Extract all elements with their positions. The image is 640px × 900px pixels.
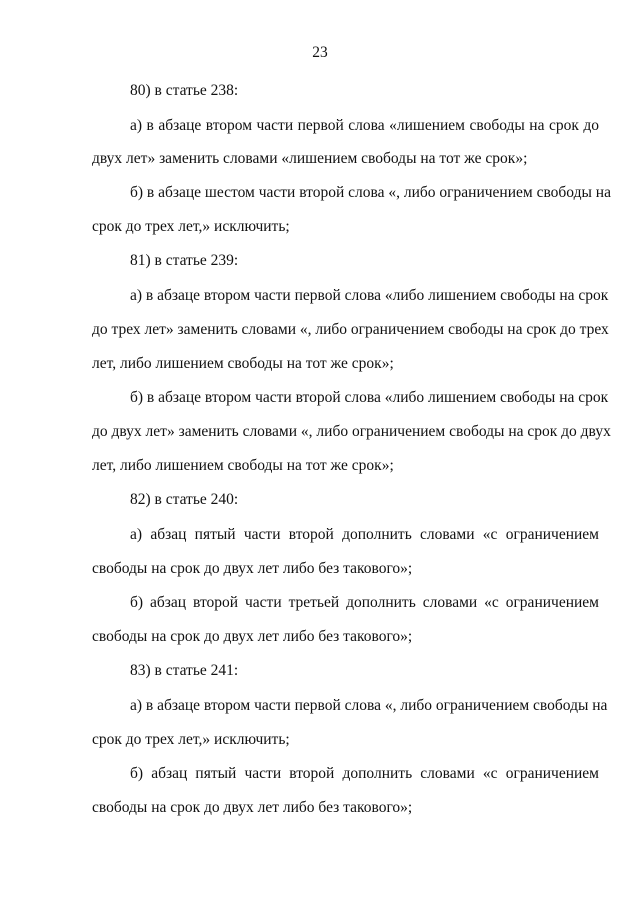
item-83-b-line2: свободы на срок до двух лет либо без такового»;	[92, 799, 413, 816]
item-82-b-line2: свободы на срок до двух лет либо без такового»;	[92, 628, 413, 645]
item-81-a-line2: до трех лет» заменить словами «, либо ограничением свободы на срок до трех	[92, 321, 609, 338]
item-82-heading: 82) в статье 240:	[130, 491, 239, 508]
item-80-a-line2: двух лет» заменить словами «лишением свободы на тот же срок»;	[92, 150, 528, 167]
item-83-heading: 83) в статье 241:	[130, 662, 239, 679]
item-81-heading: 81) в статье 239:	[130, 252, 239, 269]
item-82-b-line1: б) абзац второй части третьей дополнить словами «с ограничением	[130, 594, 599, 611]
item-80-heading: 80) в статье 238:	[130, 82, 239, 99]
item-80-a-line1: а) в абзаце втором части первой слова «лишением свободы на срок до	[130, 117, 599, 134]
item-81-a-line3: лет, либо лишением свободы на тот же срок»;	[92, 355, 394, 372]
item-81-a-line1: а) в абзаце втором части первой слова «либо лишением свободы на срок	[130, 287, 609, 304]
item-80-b-line1: б) в абзаце шестом части второй слова «, либо ограничением свободы на	[130, 184, 611, 201]
item-81-b-line1: б) в абзаце втором части второй слова «либо лишением свободы на срок	[130, 389, 609, 406]
item-82-a-line1: а) абзац пятый части второй дополнить словами «с ограничением	[130, 526, 599, 543]
item-83-a-line1: а) в абзаце втором части первой слова «, либо ограничением свободы на	[130, 697, 608, 714]
page-number: 23	[312, 44, 328, 61]
item-83-a-line2: срок до трех лет,» исключить;	[92, 731, 290, 748]
item-82-a-line2: свободы на срок до двух лет либо без такового»;	[92, 560, 413, 577]
item-81-b-line3: лет, либо лишением свободы на тот же срок»;	[92, 457, 394, 474]
item-81-b-line2: до двух лет» заменить словами «, либо ограничением свободы на срок до двух	[92, 423, 611, 440]
item-80-b-line2: срок до трех лет,» исключить;	[92, 218, 290, 235]
item-83-b-line1: б) абзац пятый части второй дополнить словами «с ограничением	[130, 765, 599, 782]
